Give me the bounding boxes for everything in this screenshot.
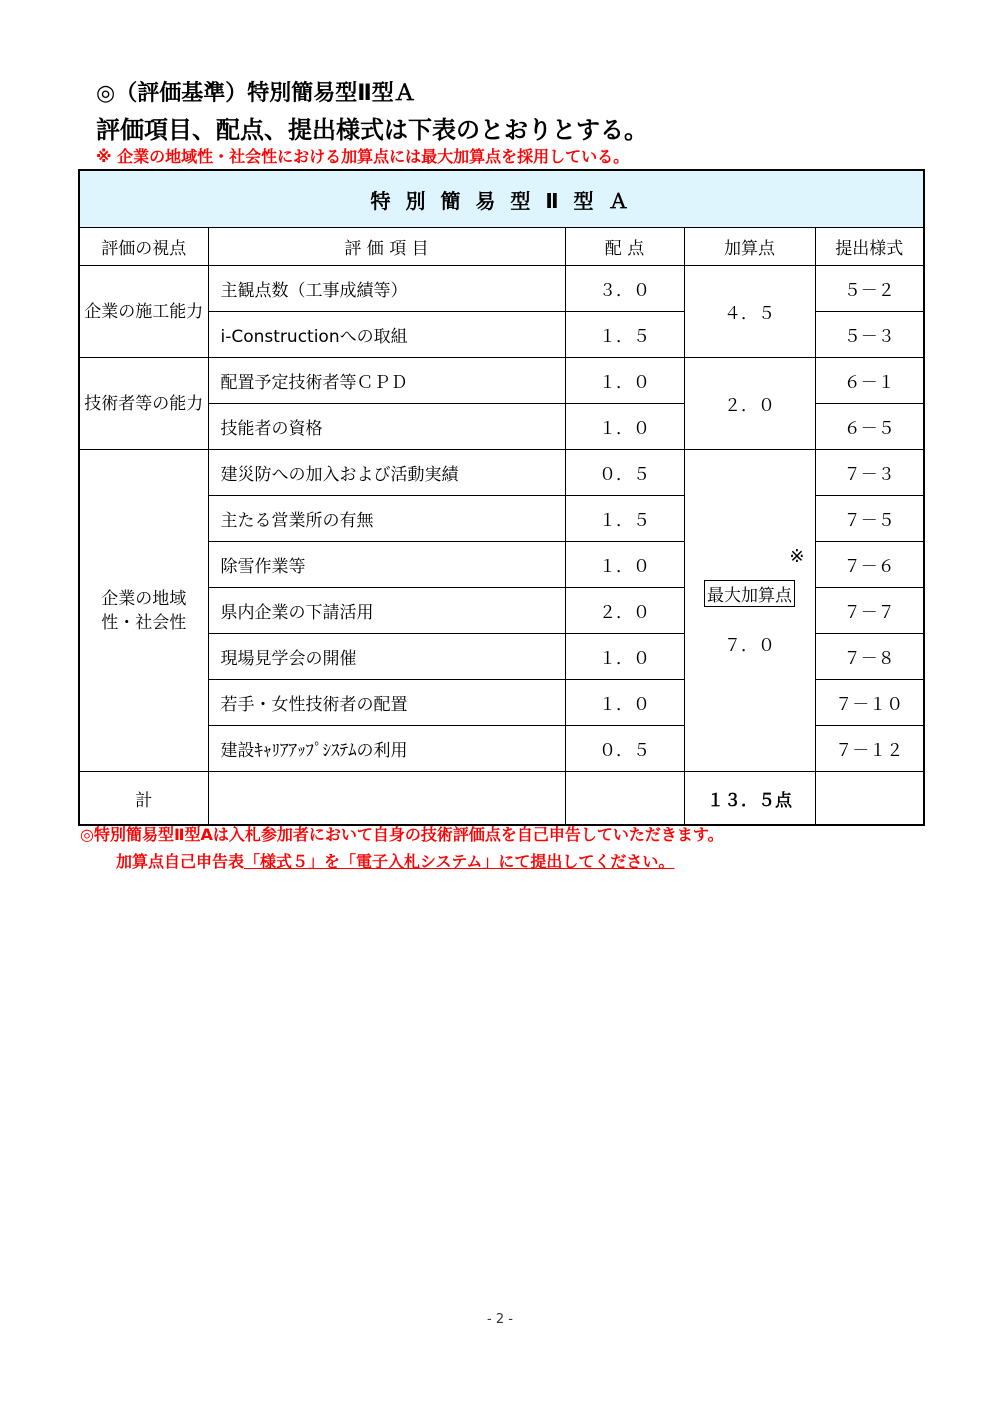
footer-line2-prefix: 加算点自己申告表	[116, 852, 245, 871]
header-points: 配 点	[565, 228, 684, 266]
form-cell: ７－５	[815, 496, 924, 542]
total-added-points: １３．５点	[684, 772, 815, 826]
table-band-title: 特 別 簡 易 型 Ⅱ 型 Ａ	[79, 170, 924, 228]
points-cell: １．５	[565, 312, 684, 358]
item-cell: 技能者の資格	[208, 404, 565, 450]
form-cell: ７－３	[815, 450, 924, 496]
points-cell: １．０	[565, 680, 684, 726]
viewpoint-construction-ability: 企業の施工能力	[79, 266, 208, 358]
viewpoint-engineer-ability: 技術者等の能力	[79, 358, 208, 450]
footer-line2-underlined: 「様式５」を「電子入札システム」にて提出してください。	[244, 852, 675, 871]
points-cell: １．０	[565, 358, 684, 404]
total-item-empty	[208, 772, 565, 826]
item-cell: 配置予定技術者等ＣＰＤ	[208, 358, 565, 404]
points-cell: ０．５	[565, 450, 684, 496]
header-viewpoint: 評価の視点	[79, 228, 208, 266]
total-label: 計	[79, 772, 208, 826]
points-cell: １．０	[565, 634, 684, 680]
reference-mark: ※	[789, 546, 805, 567]
page-number: - 2 -	[487, 1312, 513, 1327]
form-cell: ６－５	[815, 404, 924, 450]
footer-line1: ◎特別簡易型Ⅱ型Aは入札参加者において自身の技術評価点を自己申告していただきます。	[80, 825, 724, 844]
item-cell: i-Constructionへの取組	[208, 312, 565, 358]
evaluation-table	[78, 169, 925, 826]
added-points-group-2	[684, 450, 815, 772]
item-cell: 除雪作業等	[208, 542, 565, 588]
table-row	[79, 266, 924, 312]
total-points-empty	[565, 772, 684, 826]
points-cell: １．０	[565, 404, 684, 450]
form-cell: ５－３	[815, 312, 924, 358]
form-cell: ７－６	[815, 542, 924, 588]
item-cell: 県内企業の下請活用	[208, 588, 565, 634]
item-cell: 現場見学会の開催	[208, 634, 565, 680]
item-cell: 主たる営業所の有無	[208, 496, 565, 542]
heading-line2: 評価項目、配点、提出様式は下表のとおりとする。	[96, 116, 648, 144]
item-cell: 主観点数（工事成績等）	[208, 266, 565, 312]
heading-line1: ◎（評価基準）特別簡易型Ⅱ型Ａ	[96, 81, 416, 106]
header-item: 評 価 項 目	[208, 228, 565, 266]
viewpoint-regional-social: 企業の地域性・社会性	[79, 450, 208, 772]
points-cell: １．５	[565, 496, 684, 542]
total-form-empty	[815, 772, 924, 826]
item-cell: 建設ｷｬﾘｱｱｯﾌﾟｼｽﾃﾑの利用	[208, 726, 565, 772]
footer-line2	[116, 849, 674, 872]
added-points-group-1: ２．０	[684, 358, 815, 450]
max-added-value: ７．０	[724, 635, 775, 656]
item-cell: 建災防への加入および活動実績	[208, 450, 565, 496]
points-cell: ２．０	[565, 588, 684, 634]
points-cell: １．０	[565, 542, 684, 588]
table-row	[79, 358, 924, 404]
added-points-group-0: ４．５	[684, 266, 815, 358]
form-cell: ７－８	[815, 634, 924, 680]
max-added-label: 最大加算点	[704, 580, 795, 607]
points-cell: ３．０	[565, 266, 684, 312]
form-cell: ７－１０	[815, 680, 924, 726]
table-row	[79, 450, 924, 496]
form-cell: ７－１２	[815, 726, 924, 772]
header-added: 加算点	[684, 228, 815, 266]
form-cell: ７－７	[815, 588, 924, 634]
table-header-row	[79, 228, 924, 266]
form-cell: ６－１	[815, 358, 924, 404]
header-form: 提出様式	[815, 228, 924, 266]
form-cell: ５－２	[815, 266, 924, 312]
total-row	[79, 772, 924, 826]
points-cell: ０．５	[565, 726, 684, 772]
heading-note: ※ 企業の地域性・社会性における加算点には最大加算点を採用している。	[96, 147, 630, 166]
item-cell: 若手・女性技術者の配置	[208, 680, 565, 726]
